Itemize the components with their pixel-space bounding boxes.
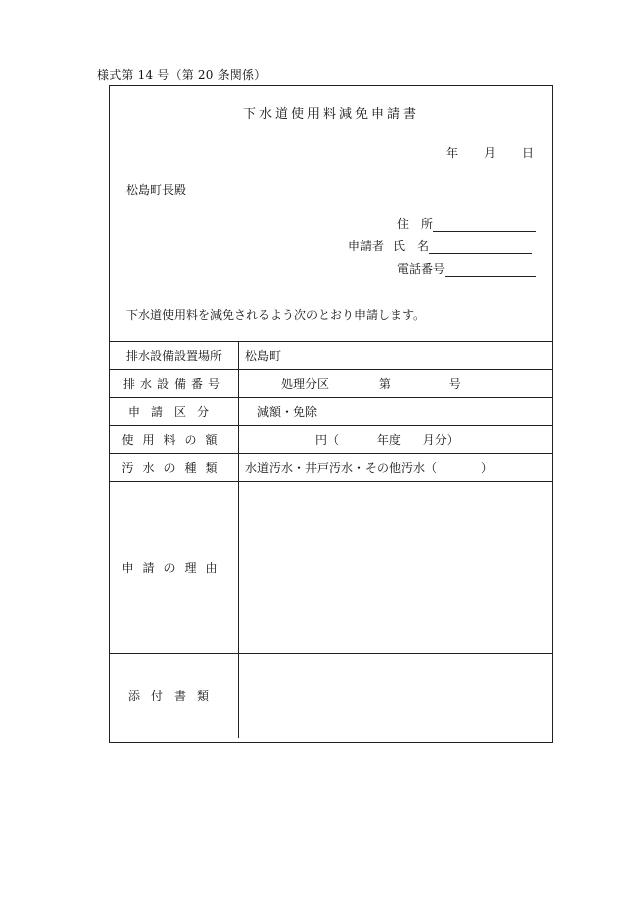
sewage-type-options: 水道汚水・井戸汚水・その他汚水（	[245, 461, 438, 475]
address-field[interactable]	[433, 218, 536, 232]
form-title: 下水道使用料減免申請書	[242, 107, 419, 122]
name-field[interactable]	[429, 240, 532, 254]
table-row	[110, 342, 552, 370]
phone-field[interactable]	[445, 263, 536, 277]
phone-label: 電話番号	[397, 262, 446, 276]
date-line	[446, 144, 534, 161]
date-year-label: 年	[445, 146, 458, 160]
fee-year-label: 年度	[376, 433, 401, 447]
category-value[interactable]	[239, 398, 553, 426]
phone-line	[397, 260, 536, 277]
date-month-label: 月	[483, 146, 496, 160]
fee-yen-label: 円（	[315, 433, 340, 447]
fee-value[interactable]	[239, 426, 553, 454]
sewage-type-close: ）	[481, 461, 494, 475]
form-header-section	[110, 86, 552, 341]
addressee: 松島町長殿	[126, 183, 187, 197]
application-form	[109, 85, 553, 743]
name-label: 氏 名	[393, 239, 430, 253]
table-row	[110, 398, 552, 426]
reason-label: 申請の理由	[110, 482, 239, 654]
category-options: 減額・免除	[257, 405, 318, 419]
address-label: 住 所	[397, 217, 434, 231]
declaration-text: 下水道使用料を減免されるよう次のとおり申請します。	[126, 308, 426, 322]
attachment-label: 添付書類	[110, 654, 239, 738]
number-dai-label: 第	[378, 377, 391, 391]
table-row	[110, 370, 552, 398]
location-label: 排水設備設置場所	[110, 342, 239, 370]
fee-label: 使用料の額	[110, 426, 239, 454]
number-go-label: 号	[448, 377, 461, 391]
category-label: 申請区分	[110, 398, 239, 426]
sewage-type-label: 汚水の種類	[110, 454, 239, 482]
table-row	[110, 454, 552, 482]
name-line	[348, 237, 532, 254]
equipment-number-value[interactable]	[239, 370, 553, 398]
sewage-type-value[interactable]	[239, 454, 553, 482]
district-label: 処理分区	[281, 377, 330, 391]
applicant-role-label: 申請者	[348, 239, 385, 253]
reason-field[interactable]	[239, 482, 553, 654]
location-value[interactable]: 松島町	[239, 342, 553, 370]
table-row	[110, 654, 552, 738]
application-details-table	[110, 341, 552, 738]
table-row	[110, 482, 552, 654]
fee-month-label: 月分）	[422, 433, 459, 447]
attachment-field[interactable]	[239, 654, 553, 738]
form-number-caption: 様式第 14 号（第 20 条関係）	[97, 68, 267, 82]
equipment-number-label: 排水設備番号	[110, 370, 239, 398]
date-day-label: 日	[521, 146, 534, 160]
address-line	[397, 215, 536, 232]
table-row	[110, 426, 552, 454]
